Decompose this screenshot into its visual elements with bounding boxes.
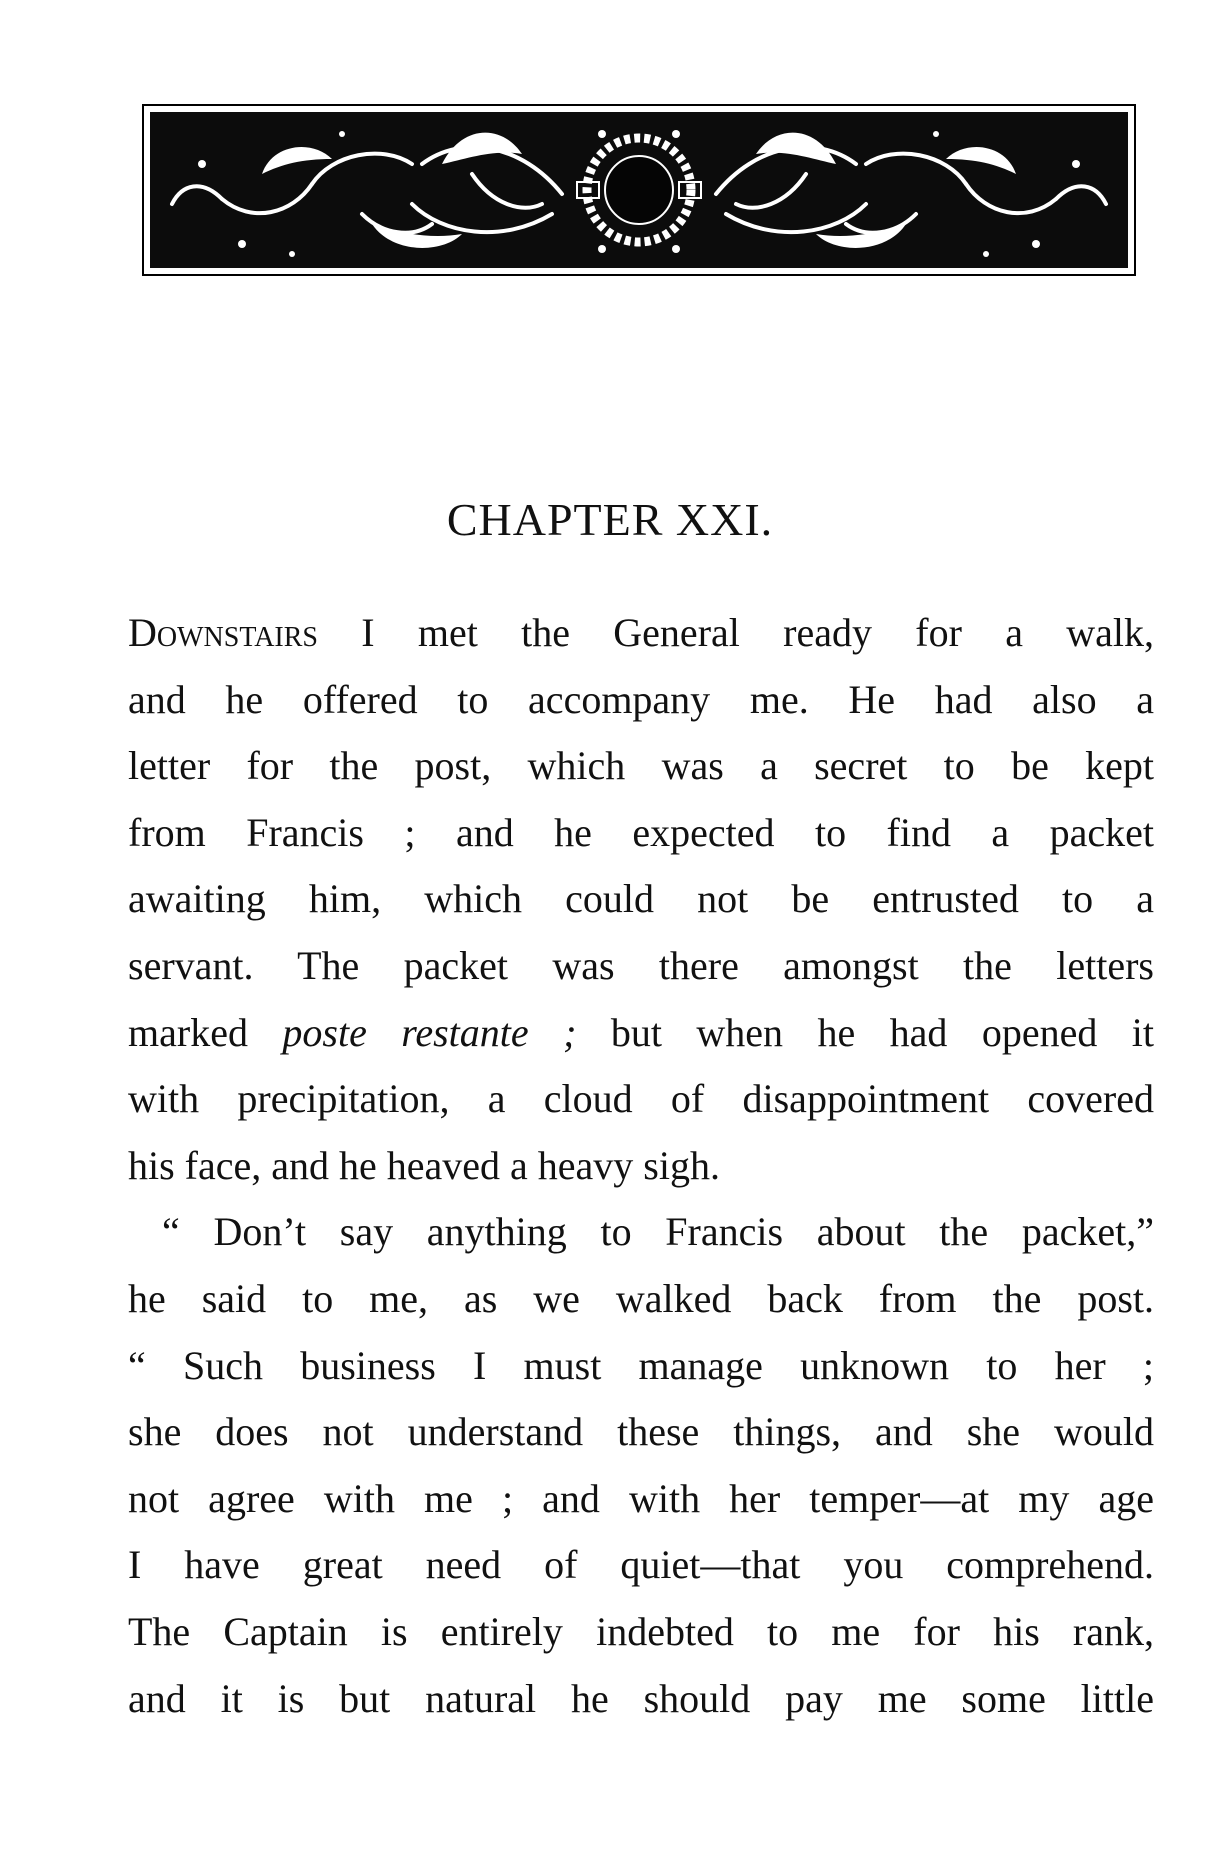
text-line: his face, and he heaved a heavy sigh.: [128, 1142, 720, 1188]
text-line: he said to me, as we walked back from the post.: [128, 1275, 1154, 1321]
text-line: and it is but natural he should pay me some little: [128, 1675, 1154, 1721]
text-line: marked poste restante ; but when he had opened it: [128, 1009, 1155, 1055]
paragraph: [128, 1199, 1154, 1732]
text-line: “ Don’t say anything to Francis about the packet,”: [162, 1209, 1154, 1255]
text-line: letter for the post, which was a secret to be kept: [128, 743, 1154, 789]
text-line: from Francis ; and he expected to find a packet: [128, 809, 1154, 855]
text-line: awaiting him, which could not be entrusted to a: [128, 876, 1154, 922]
paragraph: [128, 600, 1154, 1199]
text-line: and he offered to accompany me. He had also a: [128, 676, 1154, 722]
text-line: she does not understand these things, and she would: [128, 1409, 1154, 1455]
text-line: Downstairs I met the General ready for a walk,: [128, 610, 1154, 655]
body-text: [128, 600, 1154, 1732]
text-line: not agree with me ; and with her temper—at my age: [128, 1475, 1154, 1521]
italic-phrase: poste restante ;: [282, 1009, 577, 1055]
text-line: servant. The packet was there amongst the letters: [128, 942, 1154, 988]
lead-word: Downstairs: [128, 610, 318, 655]
text-line: “ Such business I must manage unknown to her ;: [128, 1342, 1154, 1388]
text-line: The Captain is entirely indebted to me for his rank,: [128, 1608, 1154, 1654]
text-line: with precipitation, a cloud of disappointment covered: [128, 1076, 1154, 1122]
chapter-header-ornament: [142, 104, 1136, 276]
floral-scroll-wreath-icon: [142, 104, 1136, 276]
chapter-title: CHAPTER XXI.: [446, 494, 774, 545]
text-line: I have great need of quiet—that you comprehend.: [128, 1542, 1154, 1588]
